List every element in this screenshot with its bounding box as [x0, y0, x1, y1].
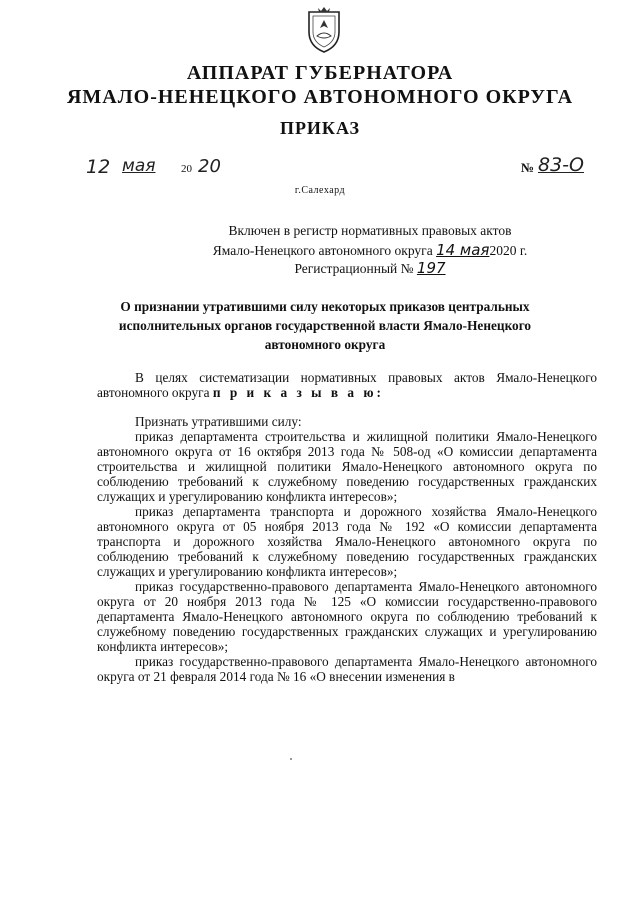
- city-name: г.Салехард: [294, 185, 346, 196]
- registration-line3: [130, 259, 610, 277]
- coat-of-arms-emblem: [305, 6, 343, 54]
- registration-date-handwritten: 14 мая: [436, 241, 490, 259]
- date-year-printed: 20: [181, 163, 192, 175]
- registration-line2: [130, 241, 610, 259]
- registration-number-label: Регистрационный №: [294, 261, 417, 276]
- body-item-3: приказ государственно-правового департамента Ямало-Ненецкого автономного округа от 20 ноября 2013 года № 125 «О комиссии государственно-правового департамента Ямало-Ненецкого автономного округа по соблюдению требований к служебному поведению государственных гражданских служащих и урегулированию конфликта интересов»;: [97, 579, 597, 654]
- header-organization-line1: АППАРАТ ГУБЕРНАТОРА: [186, 62, 454, 84]
- body-item-4: приказ государственно-правового департамента Ямало-Ненецкого автономного округа от 21 февраля 2014 года № 16 «О внесении изменения в: [97, 654, 597, 684]
- body-item-2: приказ департамента транспорта и дорожного хозяйства Ямало-Ненецкого автономного округа от 05 ноября 2013 года № 192 «О комиссии департамента транспорта и дорожного хозяйства Ямало-Ненецкого автономного округа по соблюдению требований к служебному поведению государственных гражданских служащих и урегулированию конфликта интересов»;: [97, 504, 597, 579]
- registration-line2-suffix: 2020 г.: [489, 243, 528, 258]
- date-day-handwritten: 12: [86, 156, 111, 178]
- body-intro-spaced-word: п р и к а з ы в а ю:: [212, 385, 384, 400]
- date-year-handwritten: 20: [198, 156, 221, 177]
- registration-line2-prefix: Ямало-Ненецкого автономного округа: [212, 243, 437, 258]
- body-item-1: приказ департамента строительства и жилищной политики Ямало-Ненецкого автономного округа от 16 октября 2013 года № 508-од «О комиссии департамента строительства и жилищной политики Ямало-Ненецкого автономного округа по соблюдению требований к служебному поведению государственных гражданских служащих и урегулированию конфликта интересов»;: [97, 429, 597, 504]
- registration-number-handwritten: 197: [416, 259, 446, 277]
- header-organization-line2: ЯМАЛО-НЕНЕЦКОГО АВТОНОМНОГО ОКРУГА: [66, 86, 574, 108]
- registration-line1: Включен в регистр нормативных правовых актов: [228, 223, 512, 238]
- document-body: [97, 370, 597, 684]
- date-month-handwritten: мая: [122, 156, 156, 176]
- order-number-handwritten: 83-О: [538, 154, 584, 176]
- body-lead-paragraph: Признать утратившими силу:: [135, 414, 302, 429]
- document-type-title: ПРИКАЗ: [279, 118, 361, 138]
- order-number-label: №: [521, 160, 535, 175]
- body-intro-paragraph: [97, 370, 597, 400]
- scan-speck: [290, 758, 292, 760]
- document-subject-title: О признании утратившими силу некоторых приказов центральных исполнительных органов государственной власти Ямало-Ненецкого автономного округа: [118, 299, 532, 352]
- body-intro-text: В целях систематизации нормативных правовых актов Ямало-Ненецкого автономного округа: [97, 370, 597, 400]
